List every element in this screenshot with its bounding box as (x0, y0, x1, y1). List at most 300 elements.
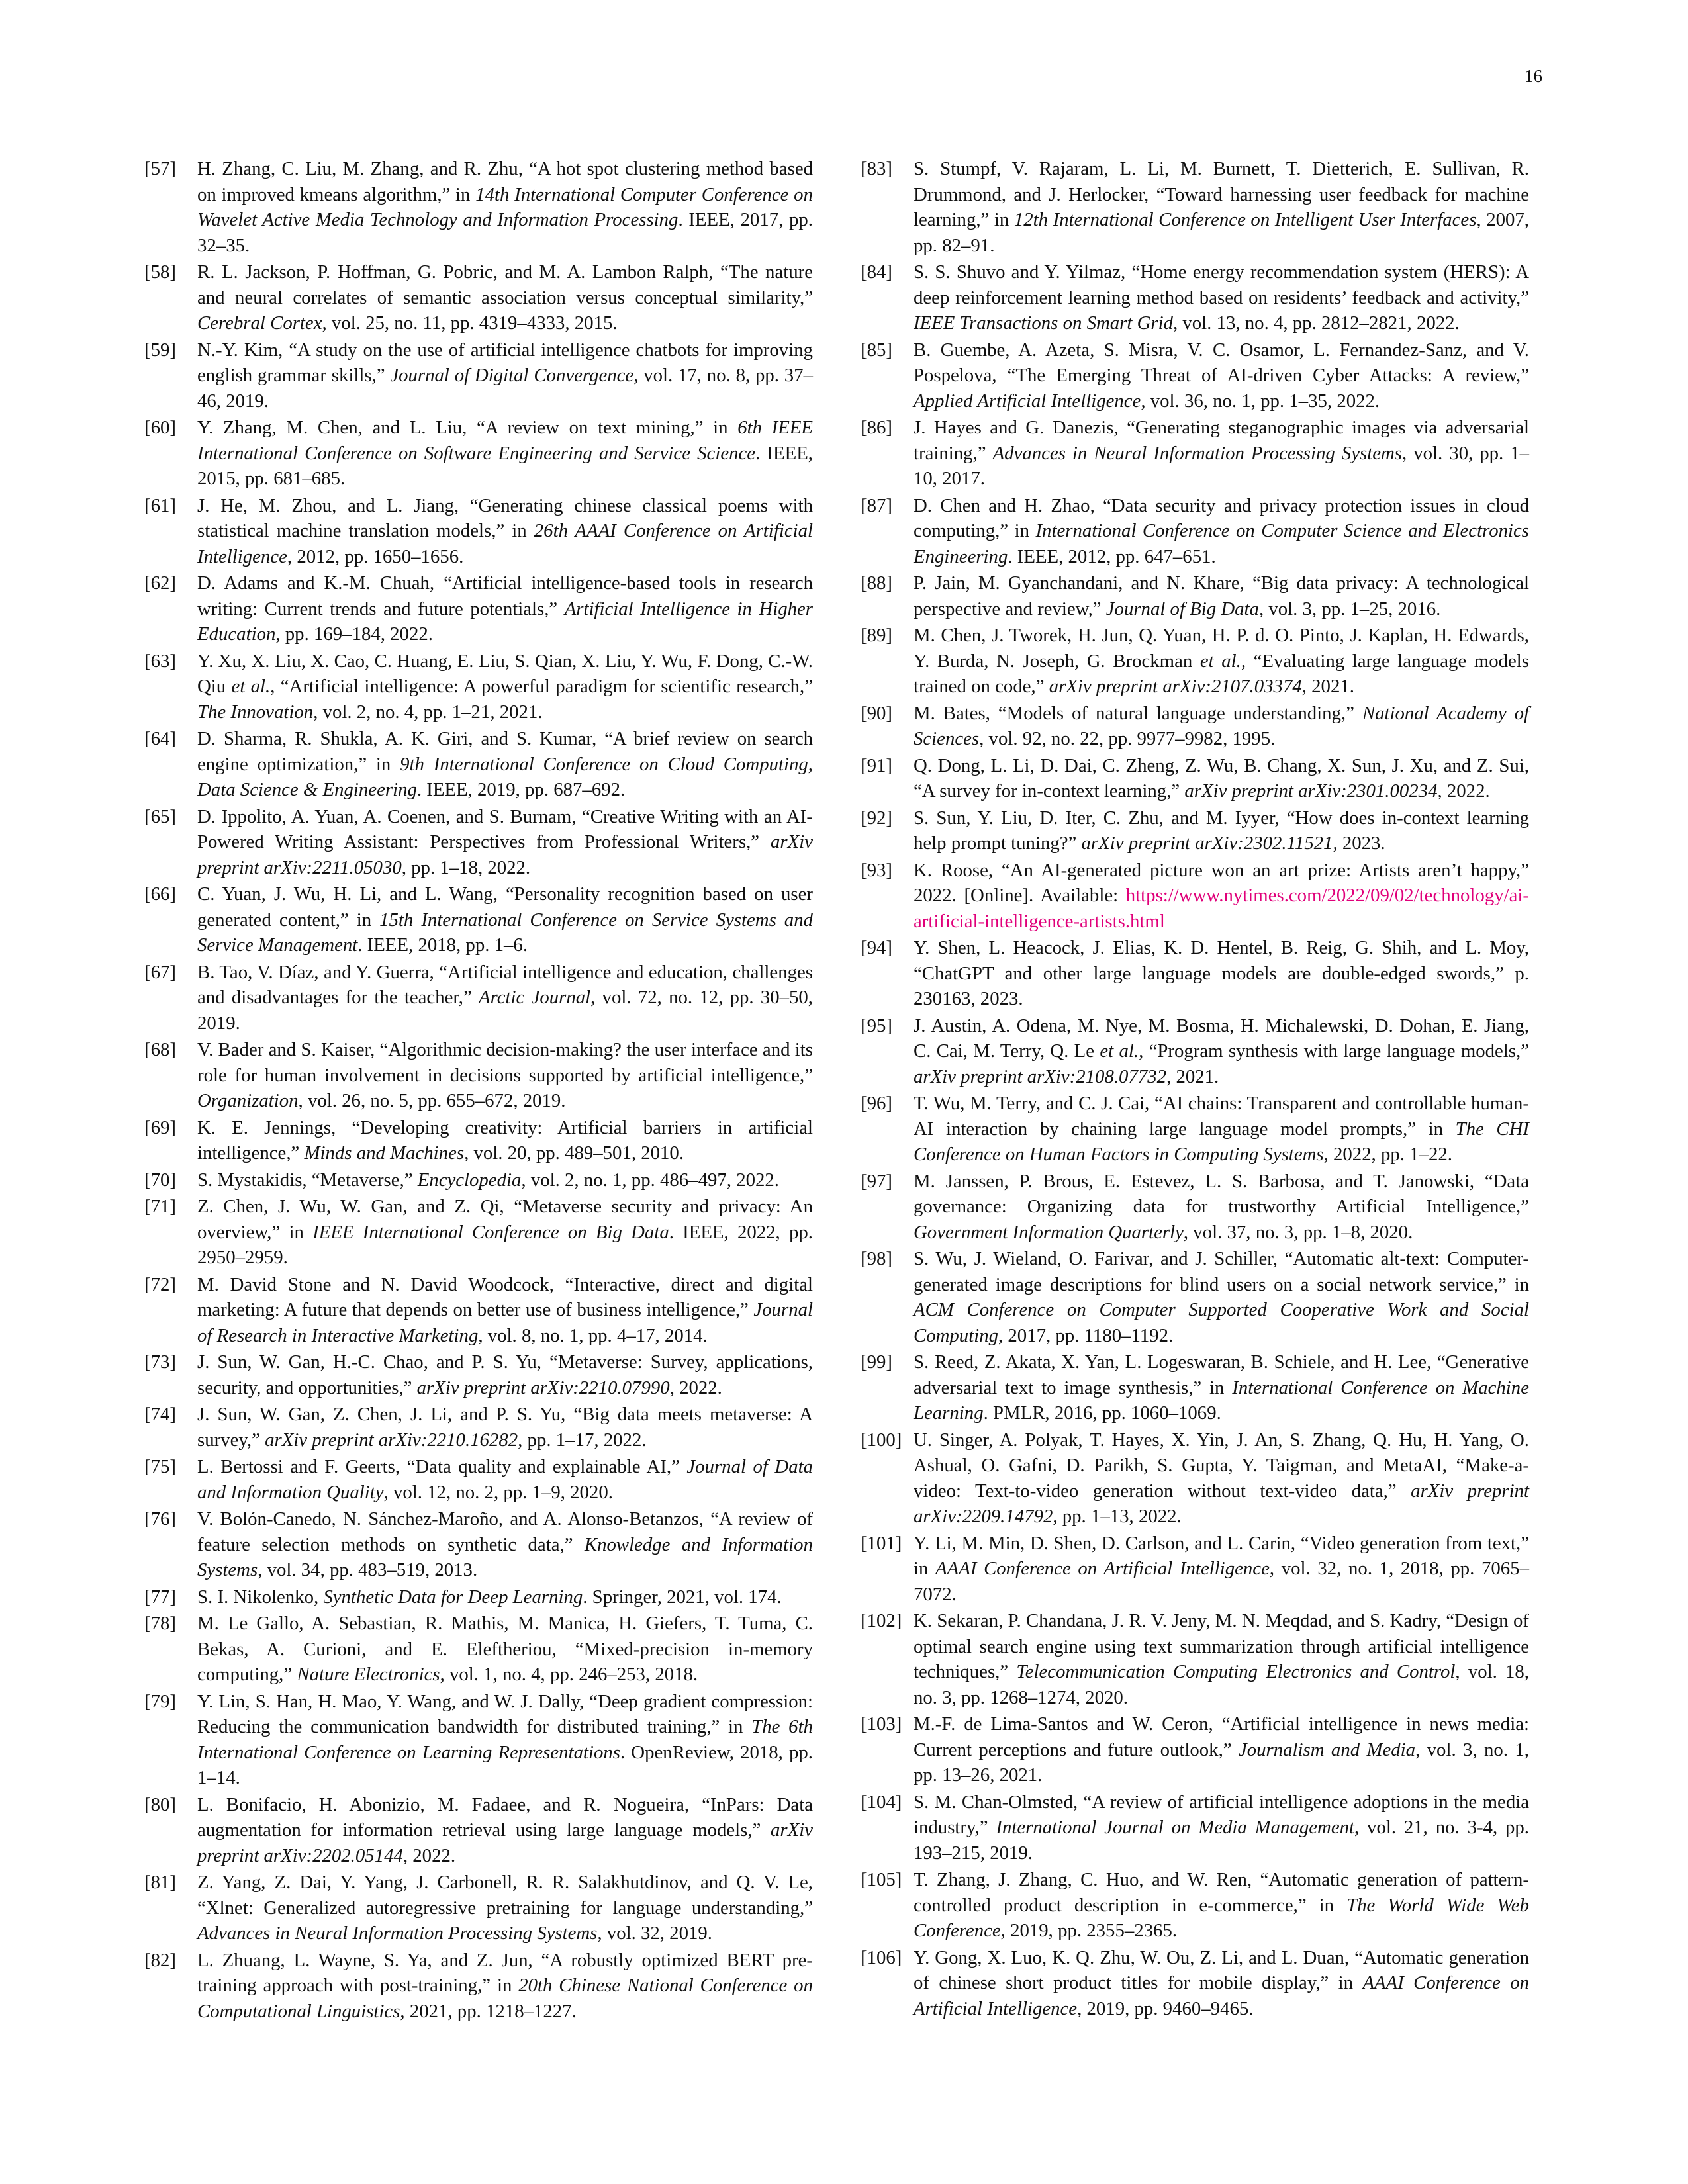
reference-venue: Telecommunication Computing Electronics and Control (1016, 1661, 1456, 1682)
reference-text (197, 1689, 813, 1791)
reference-text-segment: D. Ippolito, A. Yuan, A. Coenen, and S. Burnam, “Creative Writing with an AI-Powered Writing Assistant: Perspectives from Professional Writers,” (197, 805, 813, 852)
reference-venue: Organization (197, 1090, 299, 1111)
reference-text-segment: Z. Yang, Z. Dai, Y. Yang, J. Carbonell, R. R. Salakhutdinov, and Q. V. Le, “Xlnet: Generalized autoregressive pretraining for language understanding,” (197, 1872, 813, 1919)
reference-text-segment: J. Austin, A. Odena, M. Nye, M. Bosma, H. Michalewski, D. Dohan, E. Jiang, C. Cai, M. Terry, Q. Le (914, 1015, 1529, 1062)
reference-number: [87] (861, 494, 892, 516)
reference-number: [91] (861, 754, 892, 776)
reference-venue: arXiv preprint arXiv:2302.11521 (1081, 833, 1333, 854)
reference-number: [99] (861, 1351, 892, 1373)
reference-venue: arXiv preprint arXiv:2210.07990 (416, 1377, 670, 1398)
reference-entry (861, 1531, 1529, 1608)
reference-text (914, 1531, 1529, 1608)
reference-text (914, 1711, 1529, 1788)
reference-number: [104] (861, 1791, 902, 1813)
reference-number: [74] (144, 1404, 176, 1425)
reference-text-segment: , vol. 3, pp. 1–25, 2016. (1258, 598, 1441, 619)
reference-entry (144, 259, 813, 336)
reference-venue: Cerebral Cortex (197, 312, 322, 334)
reference-text-segment: K. Roose, “An AI-generated picture won an art prize: Artists aren’t happy,” 2022. [Online]. Available: (914, 859, 1529, 906)
reference-text-segment: . OpenReview, 2018, pp. 1–14. (197, 1741, 813, 1788)
reference-venue: arXiv preprint arXiv:2107.03374 (1049, 676, 1302, 697)
reference-venue: et al. (231, 676, 271, 697)
reference-entry (861, 156, 1529, 258)
reference-text-segment: L. Bonifacio, H. Abonizio, M. Fadaee, and R. Nogueira, “InPars: Data augmentation for information retrieval using large language models,” (197, 1794, 813, 1841)
reference-text-segment: P. Jain, M. Gyanchandani, and N. Khare, “Big data privacy: A technological perspective and review,” (914, 572, 1529, 619)
reference-text-segment: , pp. 169–184, 2022. (275, 623, 433, 645)
reference-text-segment: J. He, M. Zhou, and L. Jiang, “Generating chinese classical poems with statistical machine translation models,” in (197, 494, 813, 541)
reference-text-segment: S. Mystakidis, “Metaverse,” (197, 1169, 418, 1191)
reference-number: [88] (861, 572, 892, 594)
reference-venue: IEEE International Conference on Big Data (312, 1221, 669, 1243)
reference-text-segment: , vol. 2, no. 4, pp. 1–21, 2021. (313, 701, 543, 723)
reference-number: [82] (144, 1949, 176, 1971)
reference-text-segment: . IEEE, 2018, pp. 1–6. (357, 934, 528, 956)
reference-text (197, 1167, 813, 1193)
reference-number: [103] (861, 1713, 902, 1735)
reference-text (197, 570, 813, 647)
reference-venue: Minds and Machines (304, 1142, 465, 1163)
reference-venue: Journal of Data and Information Quality (197, 1456, 813, 1503)
reference-text-segment: , 2021. (1166, 1066, 1219, 1087)
reference-text-segment: Y. Xu, X. Liu, X. Cao, C. Huang, E. Liu, S. Qian, X. Liu, Y. Wu, F. Dong, C.-W. Qiu (197, 650, 813, 697)
reference-venue: International Conference on Computer Science and Electronics Engineering (914, 520, 1530, 567)
reference-venue: Journal of Digital Convergence (390, 365, 634, 386)
reference-text (914, 1349, 1529, 1426)
reference-number: [61] (144, 494, 176, 516)
reference-entry (144, 570, 813, 647)
reference-text-segment: M. David Stone and N. David Woodcock, “Interactive, direct and digital marketing: A future that depends on better use of business intelligence,” (197, 1273, 813, 1320)
reference-number: [79] (144, 1690, 176, 1712)
reference-text-segment: T. Wu, M. Terry, and C. J. Cai, “AI chains: Transparent and controllable human-AI interaction by chaining large language model prompts,” in (914, 1093, 1529, 1140)
reference-entry (144, 649, 813, 725)
reference-number: [105] (861, 1869, 902, 1890)
reference-text (197, 1506, 813, 1583)
reference-number: [57] (144, 158, 176, 179)
reference-entry (861, 1711, 1529, 1788)
reference-text-segment: , 2022. (1437, 780, 1490, 801)
reference-entry (144, 1115, 813, 1166)
reference-venue: Synthetic Data for Deep Learning (323, 1586, 583, 1608)
reference-venue: Journal of Big Data (1105, 598, 1259, 619)
reference-text-segment: , pp. 1–17, 2022. (518, 1429, 647, 1451)
reference-text-segment: D. Sharma, R. Shukla, A. K. Giri, and S. Kumar, “A brief review on search engine optimization,” in (197, 728, 813, 775)
reference-venue: National Academy of Sciences (914, 702, 1530, 749)
reference-text-segment: , vol. 25, no. 11, pp. 4319–4333, 2015. (322, 312, 618, 334)
reference-venue: 20th Chinese National Conference on Computational Linguistics (197, 1975, 813, 2022)
reference-text-segment: K. E. Jennings, “Developing creativity: Artificial barriers in artificial intelligence,” (197, 1116, 813, 1163)
reference-venue: Advances in Neural Information Processing Systems (992, 442, 1402, 464)
reference-venue: 6th IEEE International Conference on Software Engineering and Service Science (197, 417, 813, 464)
reference-text-segment: S. Wu, J. Wieland, O. Farivar, and J. Schiller, “Automatic alt-text: Computer-generated image descriptions for blind users on a social network service,” in (914, 1248, 1529, 1295)
reference-text-segment: , “Artificial intelligence: A powerful paradigm for scientific research,” (270, 676, 813, 697)
reference-entry (144, 493, 813, 570)
reference-text (914, 1608, 1529, 1710)
reference-text (197, 1115, 813, 1166)
reference-text-segment: L. Bertossi and F. Geerts, “Data quality and explainable AI,” (197, 1456, 687, 1477)
page-number: 16 (1524, 66, 1542, 86)
reference-entry (144, 1792, 813, 1869)
reference-text (914, 1945, 1529, 2022)
reference-number: [102] (861, 1610, 902, 1631)
reference-number: [101] (861, 1532, 902, 1554)
references-left-column (144, 156, 813, 2025)
reference-text (914, 1790, 1529, 1866)
reference-text-segment: T. Zhang, J. Zhang, C. Huo, and W. Ren, “Automatic generation of pattern-controlled product description in e-commerce,” in (914, 1869, 1529, 1916)
reference-venue: AAAI Conference on Artificial Intelligence (935, 1558, 1270, 1579)
reference-text-segment: , vol. 13, no. 4, pp. 2812–2821, 2022. (1172, 312, 1460, 334)
reference-text (914, 935, 1529, 1012)
reference-text (197, 649, 813, 725)
reference-number: [70] (144, 1169, 176, 1191)
reference-venue: arXiv preprint arXiv:2209.14792 (914, 1480, 1530, 1527)
reference-text-segment: , vol. 92, no. 22, pp. 9977–9982, 1995. (979, 728, 1276, 749)
reference-venue: arXiv preprint arXiv:2202.05144 (197, 1819, 813, 1866)
reference-number: [97] (861, 1170, 892, 1192)
reference-entry (861, 1790, 1529, 1866)
reference-text (914, 570, 1529, 621)
reference-venue: Advances in Neural Information Processing Systems (197, 1923, 598, 1944)
reference-venue: Knowledge and Information Systems (197, 1533, 813, 1580)
reference-text (197, 338, 813, 414)
reference-text-segment: N.-Y. Kim, “A study on the use of artificial intelligence chatbots for improving english grammar skills,” (197, 339, 813, 386)
reference-entry (861, 415, 1529, 492)
reference-entry (861, 623, 1529, 700)
reference-entry (144, 1948, 813, 2025)
reference-number: [66] (144, 884, 176, 905)
reference-text (914, 1169, 1529, 1246)
reference-venue: 26th AAAI Conference on Artificial Intelligence (197, 520, 813, 567)
reference-venue: The World Wide Web Conference (914, 1894, 1529, 1941)
reference-entry (861, 935, 1529, 1012)
reference-entry (144, 1870, 813, 1946)
reference-entry (861, 701, 1529, 752)
reference-text-segment: , vol. 32, 2019. (597, 1923, 712, 1944)
reference-text (914, 858, 1529, 934)
reference-venue: et al. (1100, 1040, 1139, 1062)
reference-number: [60] (144, 417, 176, 438)
reference-number: [85] (861, 339, 892, 361)
reference-entry (861, 1246, 1529, 1348)
reference-text (197, 1402, 813, 1453)
reference-text-segment: , vol. 30, pp. 1–10, 2017. (914, 442, 1529, 489)
reference-text-segment: , “Evaluating large language models trained on code,” (914, 650, 1529, 697)
reference-number: [75] (144, 1456, 176, 1477)
reference-number: [100] (861, 1429, 902, 1451)
reference-text (197, 1272, 813, 1349)
reference-text-segment: , vol. 18, no. 3, pp. 1268–1274, 2020. (914, 1661, 1530, 1708)
reference-text-segment: , vol. 21, no. 3-4, pp. 193–215, 2019. (914, 1817, 1529, 1864)
reference-entry (144, 882, 813, 958)
reference-venue: The 6th International Conference on Learning Representations (197, 1716, 813, 1763)
reference-entry (144, 1402, 813, 1453)
reference-text-segment: , vol. 20, pp. 489–501, 2010. (464, 1142, 684, 1163)
reference-number: [94] (861, 937, 892, 958)
reference-entry (861, 1091, 1529, 1167)
reference-text-segment: , vol. 37, no. 3, pp. 1–8, 2020. (1183, 1221, 1413, 1243)
reference-entry (861, 858, 1529, 934)
reference-entry (861, 1169, 1529, 1246)
reference-venue: The Innovation (197, 701, 314, 723)
reference-entry (861, 1428, 1529, 1529)
reference-venue: International Journal on Media Management (996, 1817, 1354, 1838)
reference-url-link[interactable]: https://www.nytimes.com/2022/09/02/technology/ai-artificial-intelligence-artists.html (914, 885, 1529, 932)
reference-entry (144, 338, 813, 414)
reference-number: [93] (861, 859, 892, 881)
reference-text-segment: , 2019, pp. 2355–2365. (1000, 1920, 1178, 1941)
reference-venue: arXiv preprint arXiv:2211.05030 (197, 831, 813, 878)
reference-text-segment: , 2022. (402, 1844, 456, 1866)
reference-venue: Journalism and Media (1238, 1739, 1416, 1760)
reference-text-segment: , vol. 36, no. 1, pp. 1–35, 2022. (1141, 390, 1380, 412)
reference-text-segment: J. Sun, W. Gan, H.-C. Chao, and P. S. Yu, “Metaverse: Survey, applications, security, and opportunities,” (197, 1351, 813, 1398)
reference-venue: The CHI Conference on Human Factors in Computing Systems (914, 1118, 1529, 1165)
reference-number: [69] (144, 1116, 176, 1138)
reference-number: [73] (144, 1351, 176, 1373)
reference-text-segment: , vol. 26, no. 5, pp. 655–672, 2019. (298, 1090, 566, 1111)
reference-text-segment: L. Zhuang, L. Wayne, S. Ya, and Z. Jun, “A robustly optimized BERT pre-training approach with post-training,” in (197, 1949, 813, 1996)
reference-venue: Journal of Research in Interactive Marketing (197, 1299, 813, 1346)
reference-text-segment: , 2021. (1301, 676, 1354, 697)
reference-venue: International Conference on Machine Learning (914, 1377, 1529, 1424)
reference-text-segment: M. Le Gallo, A. Sebastian, R. Mathis, M. Manica, H. Giefers, T. Tuma, C. Bekas, A. Curioni, and E. Eleftheriou, “Mixed-precision in-memory computing,” (197, 1613, 813, 1685)
reference-text-segment: J. Sun, W. Gan, Z. Chen, J. Li, and P. S. Yu, “Big data meets metaverse: A survey,” (197, 1404, 813, 1451)
reference-text (914, 1867, 1529, 1944)
reference-number: [90] (861, 702, 892, 724)
reference-text-segment: B. Guembe, A. Azeta, S. Misra, V. C. Osamor, L. Fernandez-Sanz, and V. Pospelova, “The Emerging Threat of AI-driven Cyber Attacks: A review,” (914, 339, 1529, 386)
reference-venue: 12th International Conference on Intelligent User Interfaces (1013, 209, 1477, 230)
reference-text-segment: S. Sun, Y. Liu, D. Iter, C. Zhu, and M. Iyyer, “How does in-context learning help prompt tuning?” (914, 807, 1529, 854)
reference-entry (144, 804, 813, 881)
reference-number: [81] (144, 1872, 176, 1893)
reference-text (197, 1037, 813, 1114)
reference-number: [98] (861, 1248, 892, 1269)
reference-text-segment: R. L. Jackson, P. Hoffman, G. Pobric, and M. A. Lambon Ralph, “The nature and neural correlates of semantic association versus conceptual similarity,” (197, 261, 813, 308)
reference-number: [72] (144, 1273, 176, 1295)
reference-number: [80] (144, 1794, 176, 1815)
reference-text-segment: , 2023. (1333, 833, 1385, 854)
reference-text (914, 338, 1529, 414)
reference-entry (861, 338, 1529, 414)
reference-text (914, 753, 1529, 804)
reference-text (914, 623, 1529, 700)
reference-number: [65] (144, 805, 176, 827)
reference-entry (861, 753, 1529, 804)
reference-text (197, 960, 813, 1036)
reference-text-segment: H. Zhang, C. Liu, M. Zhang, and R. Zhu, “A hot spot clustering method based on improved kmeans algorithm,” in (197, 158, 813, 205)
reference-text (197, 259, 813, 336)
reference-text-segment: , vol. 34, pp. 483–519, 2013. (258, 1559, 478, 1580)
reference-venue: Encyclopedia (417, 1169, 522, 1191)
reference-text (197, 726, 813, 803)
reference-entry (144, 1611, 813, 1688)
reference-text-segment: . PMLR, 2016, pp. 1060–1069. (983, 1402, 1221, 1424)
reference-text-segment: B. Tao, V. Díaz, and Y. Guerra, “Artificial intelligence and education, challenges and disadvantages for the teacher,” (197, 961, 813, 1008)
reference-text (197, 493, 813, 570)
reference-text-segment: J. Hayes and G. Danezis, “Generating steganographic images via adversarial training,” (914, 417, 1529, 464)
reference-number: [76] (144, 1508, 176, 1529)
reference-text (914, 1091, 1529, 1167)
reference-text-segment: , 2017, pp. 1180–1192. (998, 1324, 1174, 1346)
reference-text-segment: M.-F. de Lima-Santos and W. Ceron, “Artificial intelligence in news media: Current perceptions and future outlook,” (914, 1713, 1529, 1760)
reference-number: [59] (144, 339, 176, 361)
reference-venue: IEEE Transactions on Smart Grid (914, 312, 1173, 334)
reference-entry (861, 1867, 1529, 1944)
reference-entry (144, 1349, 813, 1400)
reference-venue: AAAI Conference on Artificial Intelligence (914, 1972, 1529, 2019)
reference-text-segment: M. Janssen, P. Brous, E. Estevez, L. S. Barbosa, and T. Janowski, “Data governance: Organizing data for trustworthy Artificial Intelligence,” (914, 1170, 1529, 1217)
reference-number: [63] (144, 650, 176, 672)
reference-number: [68] (144, 1039, 176, 1060)
reference-text-segment: . Springer, 2021, vol. 174. (583, 1586, 782, 1608)
reference-entry (861, 1013, 1529, 1090)
reference-text-segment: Y. Lin, S. Han, H. Mao, Y. Wang, and W. J. Dally, “Deep gradient compression: Reducing the communication bandwidth for distributed training,” in (197, 1690, 813, 1737)
reference-text-segment: D. Adams and K.-M. Chuah, “Artificial intelligence-based tools in research writing: Current trends and future potentials,” (197, 572, 813, 619)
reference-entry (861, 1349, 1529, 1426)
reference-venue: Artificial Intelligence in Higher Education (197, 598, 813, 645)
reference-number: [62] (144, 572, 176, 594)
reference-entry (861, 1945, 1529, 2022)
reference-text-segment: Q. Dong, L. Li, D. Dai, C. Zheng, Z. Wu, B. Chang, X. Sun, J. Xu, and Z. Sui, “A survey for in-context learning,” (914, 754, 1529, 801)
reference-text-segment: S. S. Shuvo and Y. Yilmaz, “Home energy recommendation system (HERS): A deep reinforcement learning method based on residents’ feedback and activity,” (914, 261, 1529, 308)
reference-text (197, 1870, 813, 1946)
reference-text-segment: Y. Li, M. Min, D. Shen, D. Carlson, and L. Carin, “Video generation from text,” in (914, 1532, 1529, 1579)
reference-text-segment: , vol. 72, no. 12, pp. 30–50, 2019. (197, 987, 813, 1034)
reference-text-segment: , vol. 1, no. 4, pp. 246–253, 2018. (440, 1664, 698, 1685)
reference-text (914, 259, 1529, 336)
reference-number: [71] (144, 1196, 176, 1217)
reference-venue: arXiv preprint arXiv:2108.07732 (914, 1066, 1167, 1087)
reference-text-segment: , vol. 3, no. 1, pp. 13–26, 2021. (914, 1739, 1530, 1786)
reference-text-segment: M. Chen, J. Tworek, H. Jun, Q. Yuan, H. P. d. O. Pinto, J. Kaplan, H. Edwards, Y. Burda, N. Joseph, G. Brockman (914, 625, 1529, 672)
reference-text-segment: S. Reed, Z. Akata, X. Yan, L. Logeswaran, B. Schiele, and H. Lee, “Generative adversarial text to image synthesis,” in (914, 1351, 1529, 1398)
reference-text-segment: S. Stumpf, V. Rajaram, L. Li, M. Burnett, T. Dietterich, E. Sullivan, R. Drummond, and J. Herlocker, “Toward harnessing user feedback for machine learning,” in (914, 158, 1529, 230)
reference-text-segment: , 2007, pp. 82–91. (914, 209, 1529, 256)
reference-number: [64] (144, 728, 176, 749)
reference-entry (861, 570, 1529, 621)
reference-venue: 9th International Conference on Cloud Computing, Data Science & Engineering (197, 753, 813, 800)
reference-number: [86] (861, 417, 892, 438)
reference-venue: ACM Conference on Computer Supported Cooperative Work and Social Computing (914, 1299, 1529, 1346)
reference-text-segment: S. I. Nikolenko, (197, 1586, 324, 1608)
reference-text-segment: D. Chen and H. Zhao, “Data security and privacy protection issues in cloud computing,” in (914, 494, 1529, 541)
reference-text (914, 701, 1529, 752)
reference-text-segment: . IEEE, 2015, pp. 681–685. (197, 442, 813, 489)
reference-entry (144, 156, 813, 258)
reference-number: [58] (144, 261, 176, 283)
reference-entry (144, 1194, 813, 1271)
reference-text (914, 1013, 1529, 1090)
reference-text (914, 1428, 1529, 1529)
reference-number: [96] (861, 1093, 892, 1114)
reference-venue: Applied Artificial Intelligence (914, 390, 1141, 412)
reference-entry (144, 726, 813, 803)
reference-text (197, 804, 813, 881)
reference-text (197, 1948, 813, 2025)
reference-number: [67] (144, 961, 176, 983)
reference-text (914, 493, 1529, 570)
reference-text-segment: , vol. 12, no. 2, pp. 1–9, 2020. (383, 1481, 613, 1503)
reference-text (197, 1611, 813, 1688)
reference-text-segment: , 2021, pp. 1218–1227. (400, 2000, 577, 2022)
reference-text-segment: Y. Gong, X. Luo, K. Q. Zhu, W. Ou, Z. Li, and L. Duan, “Automatic generation of chinese short product titles for mobile display,” in (914, 1946, 1529, 1993)
reference-text-segment: , 2022, pp. 1–22. (1323, 1144, 1452, 1165)
reference-text (197, 156, 813, 258)
reference-text-segment: , vol. 8, no. 1, pp. 4–17, 2014. (478, 1324, 708, 1346)
reference-text-segment: , vol. 17, no. 8, pp. 37–46, 2019. (197, 365, 813, 412)
reference-text-segment: M. Bates, “Models of natural language understanding,” (914, 702, 1362, 724)
reference-text (197, 1584, 813, 1610)
reference-text-segment: , vol. 2, no. 1, pp. 486–497, 2022. (521, 1169, 779, 1191)
reference-text (197, 415, 813, 492)
reference-text-segment: C. Yuan, J. Wu, H. Li, and L. Wang, “Personality recognition based on user generated content,” in (197, 884, 813, 931)
reference-entry (144, 1454, 813, 1505)
reference-number: [89] (861, 625, 892, 646)
reference-text-segment: Y. Zhang, M. Chen, and L. Liu, “A review on text mining,” in (197, 417, 738, 438)
reference-text (197, 1349, 813, 1400)
reference-text (197, 1194, 813, 1271)
reference-text-segment: Y. Shen, L. Heacock, J. Elias, K. D. Hentel, B. Reig, G. Shih, and L. Moy, “ChatGPT and other large language models are double-edged swords,” p. 230163, 2023. (914, 937, 1529, 1009)
reference-text-segment: S. M. Chan-Olmsted, “A review of artificial intelligence adoptions in the media industry,” (914, 1791, 1529, 1838)
reference-venue: et al. (1199, 650, 1241, 672)
reference-number: [83] (861, 158, 892, 179)
reference-text (914, 415, 1529, 492)
reference-text-segment: U. Singer, A. Polyak, T. Hayes, X. Yin, J. An, S. Zhang, Q. Hu, H. Yang, O. Ashual, O. Gafni, D. Parikh, S. Gupta, Y. Taigman, and MetaAI, “Make-a-video: Text-to-video generation without text-video data,” (914, 1429, 1529, 1502)
reference-entry (861, 259, 1529, 336)
reference-entry (144, 960, 813, 1036)
reference-entry (144, 1689, 813, 1791)
reference-venue: 14th International Computer Conference on Wavelet Active Media Technology and Information Processing (197, 183, 813, 230)
reference-text (914, 1246, 1529, 1348)
reference-entry (144, 1037, 813, 1114)
reference-text-segment: , pp. 1–13, 2022. (1053, 1506, 1182, 1527)
reference-text (914, 156, 1529, 258)
reference-text (197, 1454, 813, 1505)
reference-venue: arXiv preprint arXiv:2210.16282 (265, 1429, 518, 1451)
reference-venue: Arctic Journal (479, 987, 591, 1008)
reference-entry (861, 1608, 1529, 1710)
reference-entry (861, 805, 1529, 856)
reference-number: [84] (861, 261, 892, 283)
reference-venue: Government Information Quarterly (914, 1221, 1184, 1243)
reference-entry (144, 1584, 813, 1610)
reference-number: [95] (861, 1015, 892, 1036)
reference-text-segment: V. Bader and S. Kaiser, “Algorithmic decision-making? the user interface and its role for human involvement in decisions supported by artificial intelligence,” (197, 1039, 813, 1086)
reference-venue: arXiv preprint arXiv:2301.00234 (1184, 780, 1438, 801)
reference-text-segment: . IEEE, 2017, pp. 32–35. (197, 209, 813, 256)
reference-text-segment: , vol. 32, no. 1, 2018, pp. 7065–7072. (914, 1558, 1529, 1605)
reference-text-segment: , 2012, pp. 1650–1656. (287, 545, 464, 567)
reference-text-segment: , 2022. (669, 1377, 722, 1398)
reference-text-segment: Z. Chen, J. Wu, W. Gan, and Z. Qi, “Metaverse security and privacy: An overview,” in (197, 1196, 813, 1243)
reference-number: [92] (861, 807, 892, 829)
reference-entry (861, 493, 1529, 570)
reference-venue: 15th International Conference on Service Systems and Service Management (197, 909, 813, 956)
reference-entry (144, 1167, 813, 1193)
reference-text-segment: . IEEE, 2022, pp. 2950–2959. (197, 1221, 813, 1268)
reference-entry (144, 1506, 813, 1583)
reference-text-segment: , 2019, pp. 9460–9465. (1077, 1997, 1254, 2019)
reference-entry (144, 1272, 813, 1349)
reference-number: [106] (861, 1946, 902, 1968)
reference-text (914, 805, 1529, 856)
reference-text-segment: V. Bolón-Canedo, N. Sánchez-Maroño, and A. Alonso-Betanzos, “A review of feature selection methods on synthetic data,” (197, 1508, 813, 1555)
reference-number: [77] (144, 1586, 176, 1608)
reference-text-segment: , pp. 1–18, 2022. (401, 856, 531, 878)
reference-text (197, 882, 813, 958)
reference-venue: Nature Electronics (297, 1664, 440, 1685)
reference-text-segment: . IEEE, 2019, pp. 687–692. (416, 779, 626, 800)
reference-number: [78] (144, 1613, 176, 1634)
